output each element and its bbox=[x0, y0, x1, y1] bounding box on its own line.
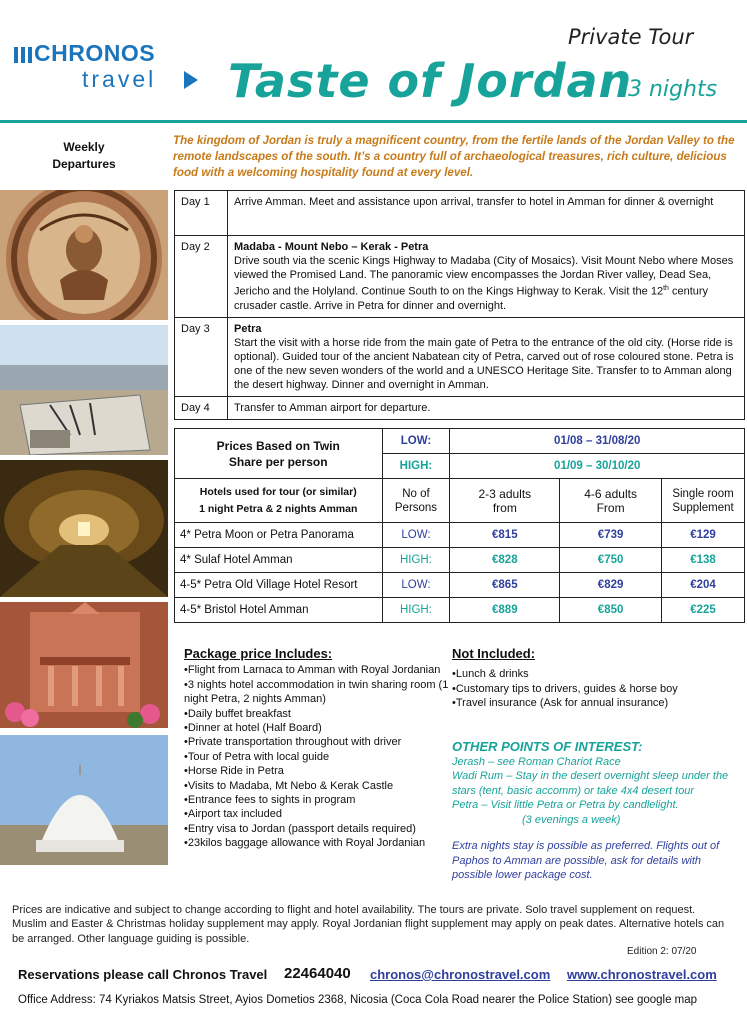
poi-petra: Petra – Visit little Petra or Petra by candlelight. bbox=[452, 799, 679, 811]
list-item: • Customary tips to drivers, guides & horse boy bbox=[452, 682, 742, 696]
low-season-dates: 01/08 – 31/08/20 bbox=[450, 429, 745, 454]
weekly-line: Weekly bbox=[63, 140, 105, 154]
price-basis-line: Prices Based on Twin bbox=[216, 438, 340, 453]
not-included bbox=[452, 647, 742, 711]
intro-paragraph: The kingdom of Jordan is truly a magnificent country, from the fertile lands of the Jordan Valley to the remote landscapes of the south. It’s a country full of archaeological treasures, rich culture, delicious food with a welcoming hospitality found at every level. bbox=[173, 134, 735, 179]
logo-text-chronos: CHRONOS bbox=[34, 40, 156, 66]
price-2-3: €815 bbox=[450, 523, 560, 548]
hotel-name: 4-5* Bristol Hotel Amman bbox=[175, 598, 383, 623]
list-item: • Entrance fees to sights in program bbox=[184, 793, 454, 807]
website-link[interactable]: www.chronostravel.com bbox=[567, 967, 717, 982]
superscript: th bbox=[663, 285, 669, 292]
header-line: From bbox=[596, 500, 625, 515]
single-supplement-header bbox=[662, 479, 745, 523]
price-2-3: €865 bbox=[450, 573, 560, 598]
day-label: Day 3 bbox=[175, 317, 228, 396]
price-row bbox=[175, 523, 745, 548]
persons-header bbox=[382, 479, 450, 523]
edition-label: Edition 2: 07/20 bbox=[627, 946, 697, 957]
price-basis bbox=[175, 429, 383, 479]
header-line: 2-3 adults bbox=[478, 486, 532, 501]
price-4-6: €850 bbox=[560, 598, 662, 623]
email-link[interactable]: chronos@chronostravel.com bbox=[370, 967, 551, 982]
nights-label: 3 nights bbox=[628, 77, 718, 102]
price-season-row bbox=[175, 429, 745, 454]
season-label: LOW: bbox=[382, 523, 450, 548]
hotel-name: 4-5* Petra Old Village Hotel Resort bbox=[175, 573, 383, 598]
day-description: Arrive Amman. Meet and assistance upon arrival, transfer to hotel in Amman for dinner & overnight bbox=[228, 191, 745, 236]
day-title: Petra bbox=[234, 322, 262, 335]
header-line: Supplement bbox=[672, 501, 734, 514]
office-address: Office Address: 74 Kyriakos Matsis Street, Ayios Dometios 2368, Nicosia (Coca Cola Road nearer the Police Station) see google map bbox=[18, 994, 698, 1006]
logo-arrow-icon bbox=[184, 71, 198, 89]
hotel-name: 4* Petra Moon or Petra Panorama bbox=[175, 523, 383, 548]
logo-bars-icon bbox=[14, 47, 32, 63]
price-basis-line: Share per person bbox=[228, 454, 328, 469]
adults-4-6-header bbox=[560, 479, 662, 523]
list-item: • Entry visa to Jordan (passport details required) bbox=[184, 822, 454, 836]
white-dome-photo bbox=[0, 735, 168, 865]
hotels-header-line: Hotels used for tour (or similar) bbox=[199, 485, 357, 498]
price-2-3: €828 bbox=[450, 548, 560, 573]
day-description bbox=[228, 317, 745, 396]
tunnel-photo bbox=[0, 460, 168, 597]
price-2-3: €889 bbox=[450, 598, 560, 623]
includes-list bbox=[184, 663, 454, 850]
weekly-departures bbox=[38, 139, 130, 173]
disclaimer: Prices are indicative and subject to change according to flight and hotel availability. The tours are private. Solo travel supplement on request. Muslim and Easter & Christmas holiday supplement may apply. Royal Jordanian flight supplement may apply on peak dates. Alternative hotels can be arranged. Other language guiding is possible. bbox=[12, 904, 725, 945]
low-season-label: LOW: bbox=[382, 429, 450, 454]
season-label: HIGH: bbox=[382, 598, 450, 623]
extra-notes: Extra nights stay is possible as preferred. Flights out of Paphos to Amman are possible, ask for details with possible lower package cost. bbox=[452, 840, 720, 881]
mosaic-map-photo bbox=[0, 190, 168, 320]
day-description: Transfer to Amman airport for departure. bbox=[228, 396, 745, 419]
hotels-header-line: 1 night Petra & 2 nights Amman bbox=[199, 502, 358, 515]
price-single: €129 bbox=[662, 523, 745, 548]
hotel-name: 4* Sulaf Hotel Amman bbox=[175, 548, 383, 573]
day-text: century crusader castle. Arrive in Petra for dinner and overnight. bbox=[234, 285, 709, 312]
logo-text-travel: travel bbox=[82, 66, 157, 92]
header-line: No of bbox=[402, 487, 430, 500]
includes-title: Package price Includes: bbox=[184, 646, 333, 661]
poi-wadi-rum: Wadi Rum – Stay in the desert overnight sleep under the stars (tent, basic accomm) or take 4x4 desert tour bbox=[452, 770, 729, 797]
list-item: • Horse Ride in Petra bbox=[184, 764, 454, 778]
high-season-dates: 01/09 – 30/10/20 bbox=[450, 454, 745, 479]
high-season-label: HIGH: bbox=[382, 454, 450, 479]
price-single: €138 bbox=[662, 548, 745, 573]
phone-number[interactable]: 22464040 bbox=[284, 965, 351, 982]
header-line: Single room bbox=[672, 487, 734, 500]
itinerary-row bbox=[175, 396, 745, 419]
itinerary-row bbox=[175, 191, 745, 236]
price-single: €204 bbox=[662, 573, 745, 598]
itinerary-row bbox=[175, 317, 745, 396]
adults-2-3-header bbox=[450, 479, 560, 523]
package-includes bbox=[184, 647, 454, 851]
list-item: • Private transportation throughout with driver bbox=[184, 735, 454, 749]
season-label: HIGH: bbox=[382, 548, 450, 573]
not-included-list bbox=[452, 667, 742, 710]
hotels-header bbox=[175, 479, 383, 523]
season-label: LOW: bbox=[382, 573, 450, 598]
day-label: Day 2 bbox=[175, 236, 228, 318]
not-included-title: Not Included: bbox=[452, 646, 536, 661]
poi-title: OTHER POINTS OF INTEREST: bbox=[452, 739, 643, 754]
reservations-label: Reservations please call Chronos Travel bbox=[18, 967, 268, 982]
list-item: • Daily buffet breakfast bbox=[184, 707, 454, 721]
day-label: Day 4 bbox=[175, 396, 228, 419]
price-4-6: €829 bbox=[560, 573, 662, 598]
day-description bbox=[228, 236, 745, 318]
price-row bbox=[175, 598, 745, 623]
private-tour-label: Private Tour bbox=[568, 25, 694, 49]
list-item: • Dinner at hotel (Half Board) bbox=[184, 721, 454, 735]
price-row bbox=[175, 548, 745, 573]
page-title: Taste of Jordan bbox=[228, 54, 633, 108]
list-item: • Tour of Petra with local guide bbox=[184, 750, 454, 764]
price-row bbox=[175, 573, 745, 598]
list-item: • Flight from Larnaca to Amman with Royal Jordanian bbox=[184, 663, 454, 677]
list-item: • Travel insurance (Ask for annual insurance) bbox=[452, 696, 742, 710]
list-item: • Visits to Madaba, Mt Nebo & Kerak Castle bbox=[184, 779, 454, 793]
poi-petra-note: (3 evenings a week) bbox=[522, 813, 621, 826]
mount-nebo-photo bbox=[0, 325, 168, 455]
header-line: from bbox=[492, 500, 517, 515]
day-label: Day 1 bbox=[175, 191, 228, 236]
header-divider bbox=[0, 120, 747, 123]
poi-jerash: Jerash – see Roman Chariot Race bbox=[452, 755, 621, 768]
price-header-row bbox=[175, 479, 745, 523]
header-line: Persons bbox=[394, 501, 438, 514]
day-title: Madaba - Mount Nebo – Kerak - Petra bbox=[234, 241, 429, 253]
header-line: 4-6 adults bbox=[584, 486, 637, 501]
petra-treasury-photo bbox=[0, 602, 168, 728]
day-text: Start the visit with a horse ride from the main gate of Petra to the entrance of the old city. (Horse ride is optional). Guided tour of the ancient Nabatean city of Petra, carved out of rose coloured stone. Petra is one of the new seven wonders of the world and a UNESCO Heritage Site. Transfer to to Amman along the desert highway. Dinner and overnight in Amman. bbox=[234, 336, 734, 391]
list-item: • Airport tax included bbox=[184, 807, 454, 821]
price-4-6: €739 bbox=[560, 523, 662, 548]
list-item: • 23kilos baggage allowance with Royal Jordanian bbox=[184, 836, 454, 850]
list-item: • 3 nights hotel accommodation in twin sharing room (1 night Petra, 2 nights Amman) bbox=[184, 678, 454, 707]
itinerary-table bbox=[174, 190, 745, 420]
list-item: • Lunch & drinks bbox=[452, 667, 742, 681]
day-text: Drive south via the scenic Kings Highway to Madaba (City of Mosaics). Visit Mount Nebo where Moses viewed the Promised Land. The panoramic view encompasses the Jordan River valley, Dead Sea, Jericho and the Holyland. Continue South to on the Kings Highway to Kerak. Visit the 12 bbox=[234, 255, 734, 298]
price-single: €225 bbox=[662, 598, 745, 623]
itinerary-row bbox=[175, 236, 745, 318]
departures-line: Departures bbox=[52, 157, 116, 171]
prices-table bbox=[174, 428, 745, 623]
price-4-6: €750 bbox=[560, 548, 662, 573]
points-of-interest bbox=[452, 740, 744, 827]
